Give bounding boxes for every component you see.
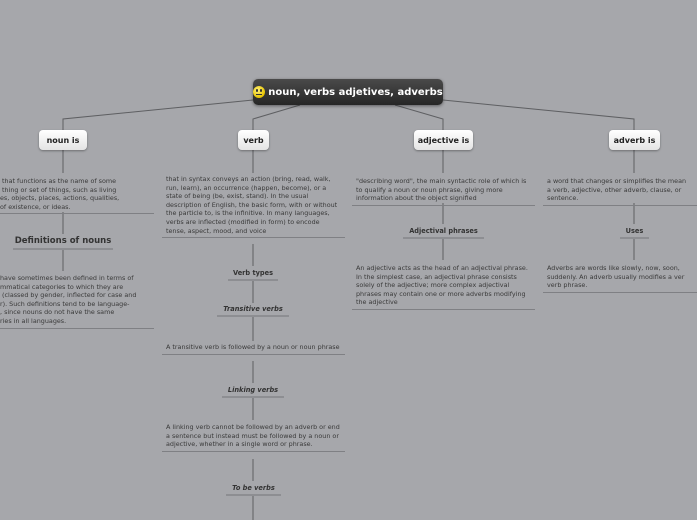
topic-noun-label: noun is	[46, 135, 80, 145]
topic-adjective[interactable]	[414, 130, 473, 150]
subtopic-verb-types[interactable]: Verb types	[228, 269, 278, 281]
topic-adverb-label: adverb is	[613, 135, 656, 145]
uses-description[interactable]: Adverbs are words like slowly, now, soon, suddenly. An adverb usually modifies a ver verb phrase.	[543, 264, 697, 293]
topic-adverb[interactable]	[609, 130, 660, 150]
subtopic-transitive-verbs[interactable]: Transitive verbs	[217, 305, 289, 317]
verb-description[interactable]: that in syntax conveys an action (bring, read, walk, run, learn), an occurrence (happen, become), or a state of being (be, exist, stand). In the usual description of English, the basic form, with or without the particle to, is the infinitive. In many languages, verbs are inflected (modified in form) to encode tense, aspect, mood, and voice	[162, 175, 345, 238]
central-topic[interactable]	[253, 79, 443, 105]
definitions-of-nouns-description[interactable]: have sometimes been defined in terms of mmatical categories to which they are (classed by gender, inflected for case and r). Such definitions tend to be language- , since nouns do not have the same ries in all languages.	[0, 274, 154, 329]
adverb-description[interactable]: a word that changes or simplifies the mean a verb, adjective, other adverb, clause, or sentence.	[543, 177, 697, 206]
topic-noun[interactable]	[39, 130, 87, 150]
subtopic-uses[interactable]: Uses	[620, 227, 649, 239]
subtopic-definitions-of-nouns[interactable]: Definitions of nouns	[13, 236, 113, 250]
smiley-icon	[253, 86, 265, 98]
noun-description[interactable]: that functions as the name of some thing or set of things, such as living es, objects, places, actions, qualities, of existence, or ideas.	[0, 177, 154, 214]
topic-verb-label: verb	[243, 135, 264, 145]
central-topic-label: noun, verbs adjetives, adverbs	[268, 86, 443, 98]
topic-adjective-label: adjective is	[417, 135, 470, 145]
transitive-verbs-description[interactable]: A transitive verb is followed by a noun or noun phrase	[162, 343, 345, 355]
linking-verbs-description[interactable]: A linking verb cannot be followed by an adverb or end a sentence but instead must be followed by a noun or adjective, whether in a single word or phrase.	[162, 423, 345, 452]
adjectival-phrases-description[interactable]: An adjective acts as the head of an adjectival phrase. In the simplest case, an adjectival phrase consists solely of the adjective; more complex adjectival phrases may contain one or more adverbs modifying the adjective	[352, 264, 535, 310]
subtopic-linking-verbs[interactable]: Linking verbs	[222, 386, 284, 398]
adjective-description[interactable]: "describing word", the main syntactic role of which is to qualify a noun or noun phrase, giving more information about the object signified	[352, 177, 535, 206]
topic-verb[interactable]	[238, 130, 269, 150]
subtopic-adjectival-phrases[interactable]: Adjectival phrases	[403, 227, 484, 239]
subtopic-to-be-verbs[interactable]: To be verbs	[226, 484, 281, 496]
